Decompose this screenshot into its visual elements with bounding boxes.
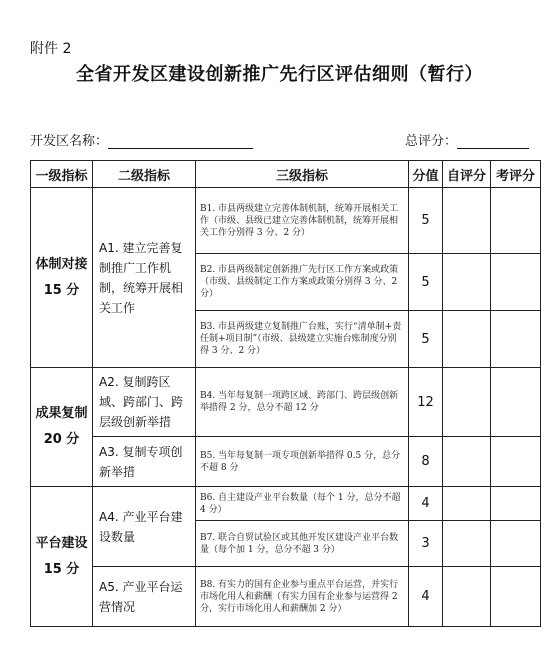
self-score-cell[interactable] [443, 254, 491, 311]
review-score-cell[interactable] [491, 437, 541, 487]
level2-cell: A5. 产业平台运营情况 [93, 567, 196, 627]
review-score-cell[interactable] [491, 368, 541, 437]
level1-cell [31, 188, 93, 368]
self-score-cell[interactable] [443, 437, 491, 487]
table-row [31, 487, 541, 521]
level1-score: 20 分 [43, 432, 80, 447]
review-score-cell[interactable] [491, 487, 541, 521]
level2-cell: A4. 产业平台建设数量 [93, 487, 196, 567]
attachment-label: 附件 2 [30, 41, 72, 57]
self-score-cell[interactable] [443, 311, 491, 368]
level1-name: 成果复制 [35, 406, 88, 421]
total-score-label: 总评分： [405, 134, 458, 149]
level1-name: 体制对接 [35, 256, 88, 272]
review-score-cell[interactable] [491, 567, 541, 627]
document-title: 全省开发区建设创新推广先行区评估细则（暂行） [76, 64, 483, 85]
review-score-cell[interactable] [491, 254, 541, 311]
level1-score: 15 分 [43, 282, 80, 298]
score-cell: 4 [409, 567, 443, 627]
header-score: 分值 [409, 161, 443, 188]
total-score-field [405, 130, 529, 149]
total-score-blank [457, 134, 529, 149]
self-score-cell[interactable] [443, 487, 491, 521]
table-row [31, 188, 541, 254]
score-cell: 4 [409, 487, 443, 521]
score-cell: 5 [409, 254, 443, 311]
level1-score: 15 分 [43, 561, 80, 577]
header-level3: 三级指标 [196, 161, 409, 188]
self-score-cell[interactable] [443, 188, 491, 254]
review-score-cell[interactable] [491, 311, 541, 368]
level1-name: 平台建设 [35, 535, 88, 551]
level2-cell: A2. 复制跨区域、跨部门、跨层级创新举措 [93, 368, 196, 437]
level3-cell: B6. 自主建设产业平台数量（每个 1 分，总分不超 4 分） [196, 487, 409, 521]
level3-cell: B8. 有实力的国有企业参与重点平台运营，并实行市场化用人和薪酬（有实力国有企业参与运营得 2 分，实行市场化用人和薪酬加 2 分） [196, 567, 409, 627]
level3-cell: B4. 当年每复制一项跨区域、跨部门、跨层级创新举措得 2 分，总分不超 12 分 [196, 368, 409, 437]
self-score-cell[interactable] [443, 521, 491, 567]
zone-name-blank [108, 134, 253, 149]
table-row [31, 368, 541, 437]
self-score-cell[interactable] [443, 567, 491, 627]
evaluation-table [30, 160, 541, 627]
zone-name-field [30, 130, 253, 149]
level3-cell: B3. 市县两级建立复制推广台账，实行“清单制+责任制+项目制”（市级、县级建立实施台账制度分别得 3 分、2 分） [196, 311, 409, 368]
score-cell: 5 [409, 188, 443, 254]
self-score-cell[interactable] [443, 368, 491, 437]
level3-cell: B7. 联合自贸试验区或其他开发区建设产业平台数量（每个加 1 分，总分不超 3 分） [196, 521, 409, 567]
table-row [31, 437, 541, 487]
table-header-row [31, 161, 541, 188]
header-review-score: 考评分 [491, 161, 541, 188]
level1-cell [31, 368, 93, 487]
header-level1: 一级指标 [31, 161, 93, 188]
level2-cell: A1. 建立完善复制推广工作机制，统筹开展相关工作 [93, 188, 196, 368]
level3-cell: B2. 市县两级制定创新推广先行区工作方案或政策（市级、县级制定工作方案或政策分别得 3 分、2 分） [196, 254, 409, 311]
header-level2: 二级指标 [93, 161, 196, 188]
zone-name-label: 开发区名称： [30, 134, 109, 149]
level2-cell: A3. 复制专项创新举措 [93, 437, 196, 487]
score-cell: 3 [409, 521, 443, 567]
level3-cell: B5. 当年每复制一项专项创新举措得 0.5 分，总分不超 8 分 [196, 437, 409, 487]
score-cell: 8 [409, 437, 443, 487]
score-cell: 5 [409, 311, 443, 368]
level3-cell: B1. 市县两级建立完善体制机制，统筹开展相关工作（市级、县级已建立完善体制机制，统筹开展相关工作分别得 3 分、2 分） [196, 188, 409, 254]
level1-cell [31, 487, 93, 627]
score-cell: 12 [409, 368, 443, 437]
header-self-score: 自评分 [443, 161, 491, 188]
review-score-cell[interactable] [491, 188, 541, 254]
review-score-cell[interactable] [491, 521, 541, 567]
table-row [31, 567, 541, 627]
